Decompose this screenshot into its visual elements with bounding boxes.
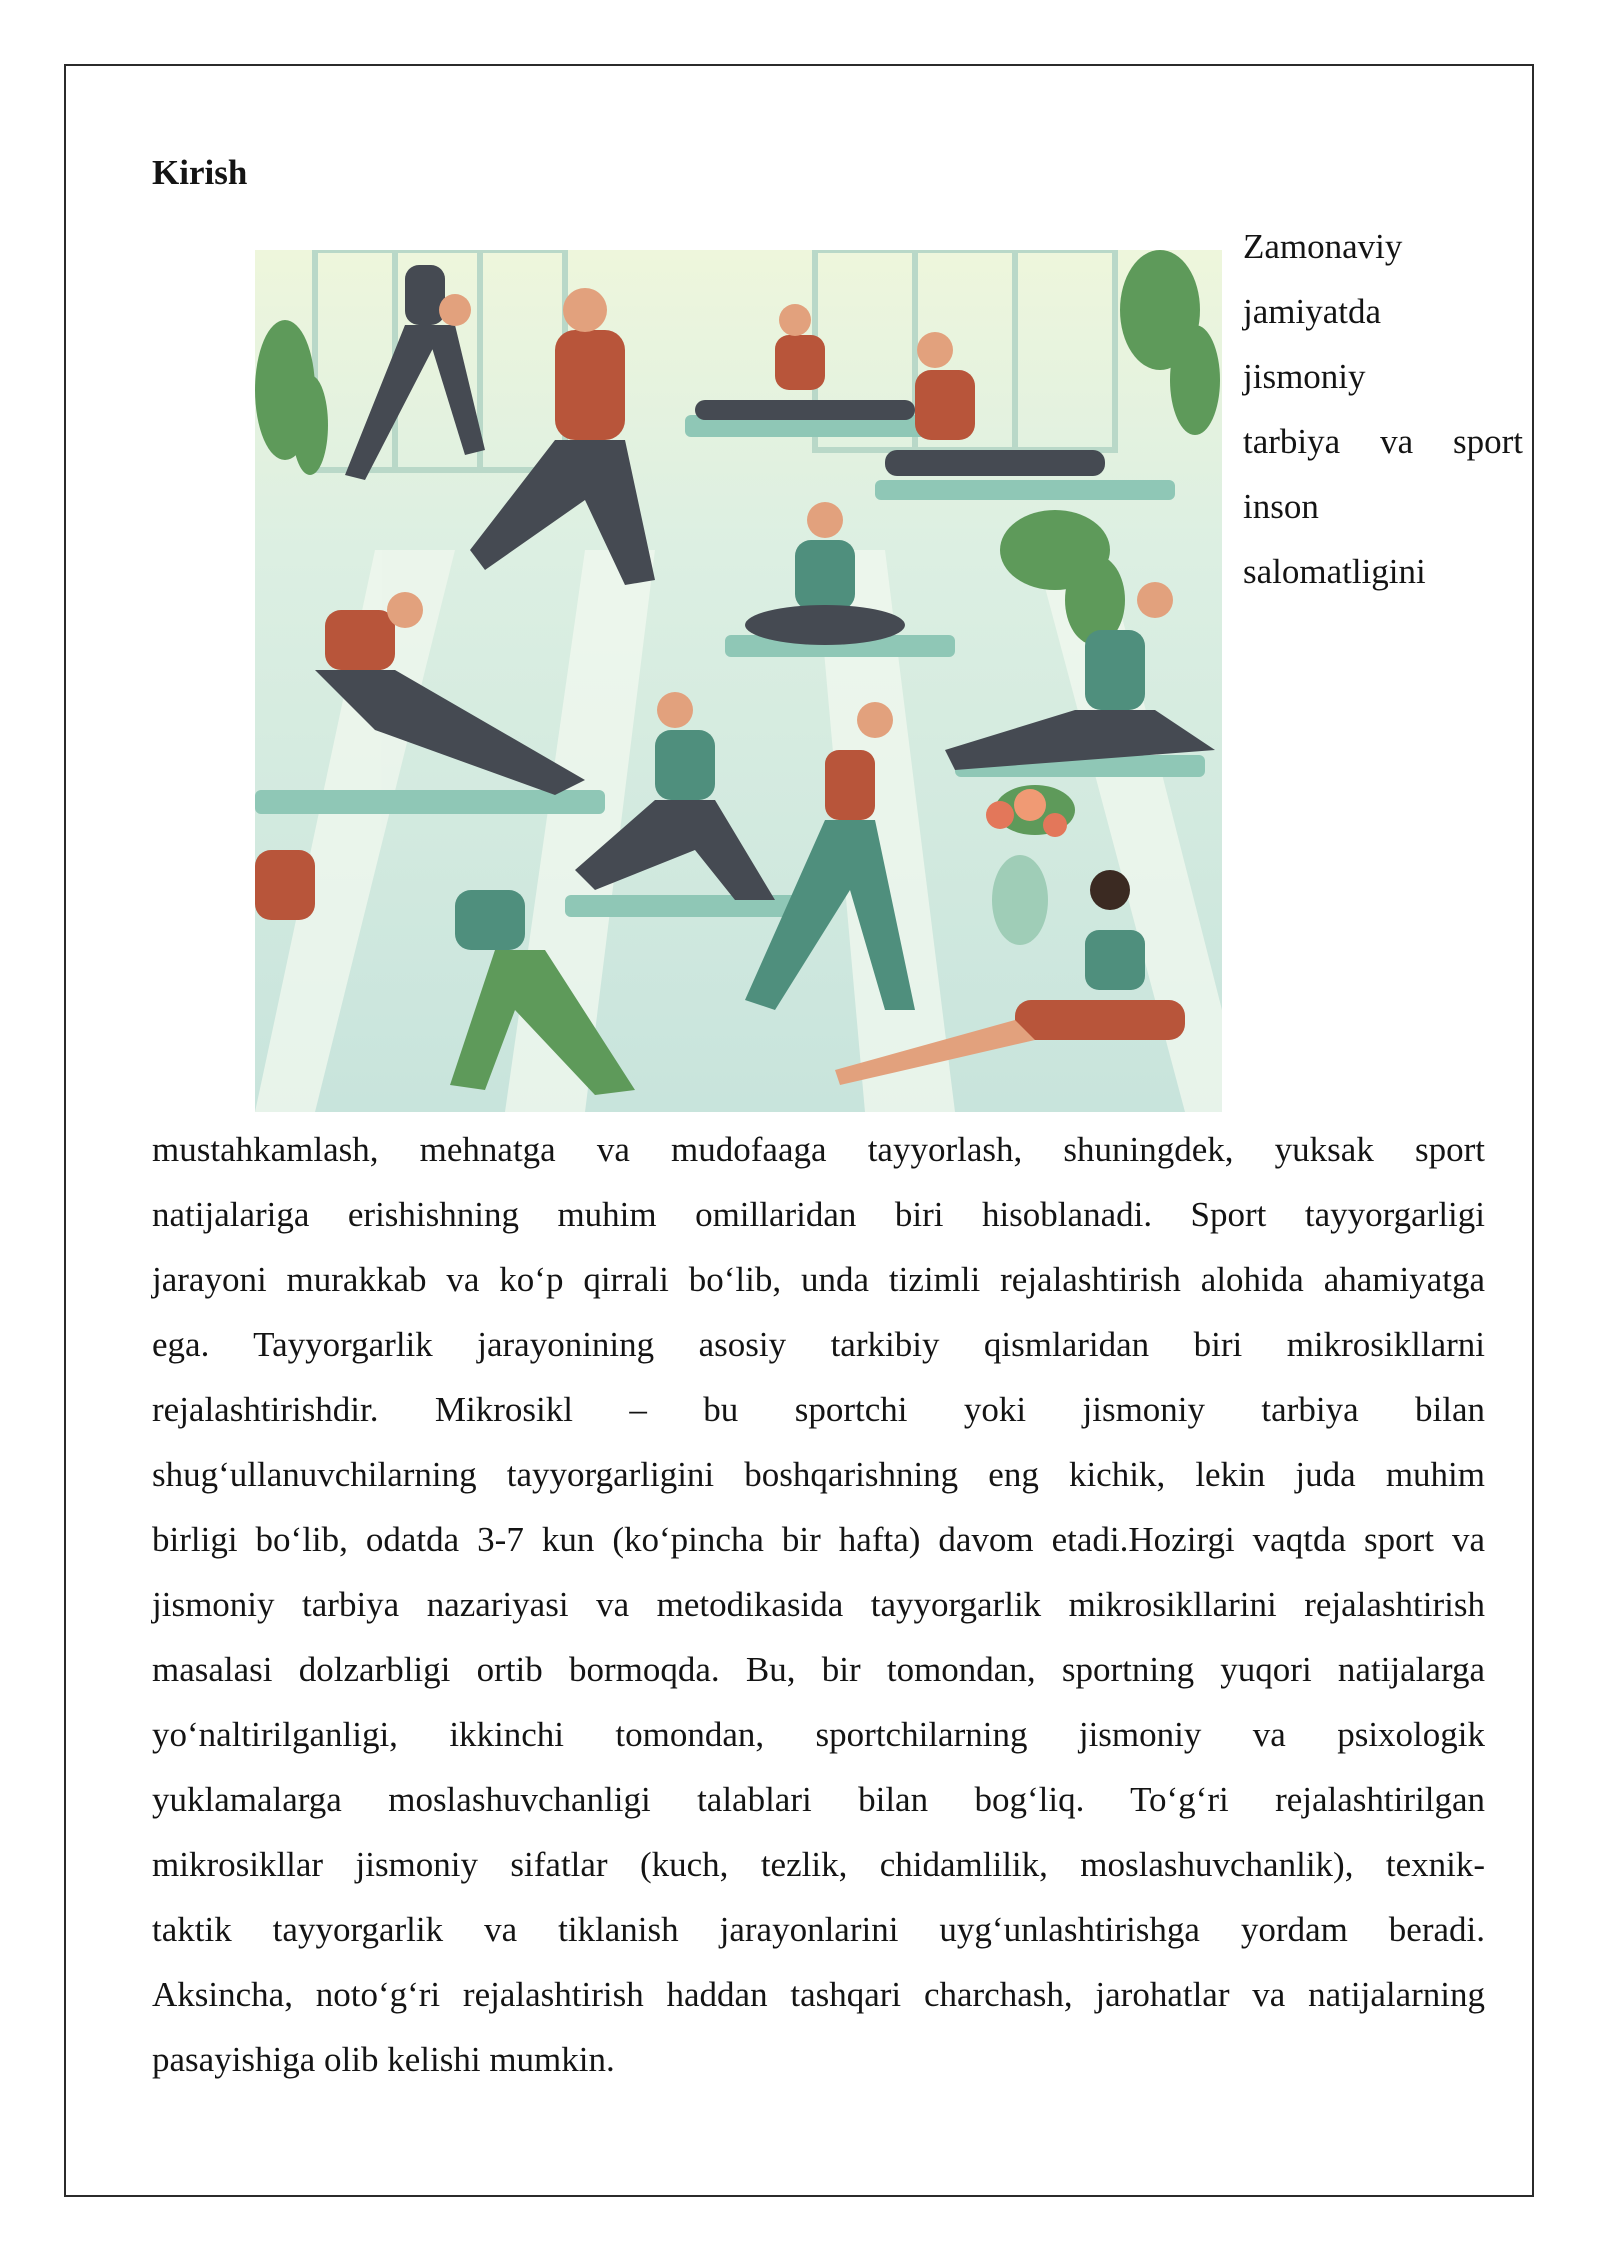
body-line: mustahkamlash, mehnatga va mudofaaga tayyorlash, shuningdek, yuksak sport <box>152 1130 1485 1169</box>
body-line: rejalashtirishdir. Mikrosikl – bu sportchi yoki jismoniy tarbiya bilan <box>152 1390 1485 1429</box>
body-line: pasayishiga olib kelishi mumkin. <box>152 2040 615 2079</box>
body-line: Aksincha, noto‘g‘ri rejalashtirish haddan tashqari charchash, jarohatlar va natijalarning <box>152 1975 1485 2014</box>
body-line: yo‘naltirilganligi, ikkinchi tomondan, sportchilarning jismoniy va psixologik <box>152 1715 1485 1754</box>
body-line: yuklamalarga moslashuvchanligi talablari bilan bog‘liq. To‘g‘ri rejalashtirilgan <box>152 1780 1485 1819</box>
side-text-line: salomatligini <box>1243 552 1426 591</box>
side-text-line: tarbiya va sport <box>1243 422 1523 461</box>
body-line: jismoniy tarbiya nazariyasi va metodikasida tayyorgarlik mikrosikllarini rejalashtirish <box>152 1585 1485 1624</box>
body-line: shug‘ullanuvchilarning tayyorgarligini boshqarishning eng kichik, lekin juda muhim <box>152 1455 1485 1494</box>
side-text-line: jamiyatda <box>1243 292 1382 331</box>
body-line: ega. Tayyorgarlik jarayonining asosiy tarkibiy qismlaridan biri mikrosikllarni <box>152 1325 1485 1364</box>
body-line: mikrosikllar jismoniy sifatlar (kuch, tezlik, chidamlilik, moslashuvchanlik), texnik- <box>152 1845 1485 1884</box>
side-text-line: jismoniy <box>1243 357 1366 396</box>
body-paragraph <box>152 1117 1485 2092</box>
side-text <box>1243 214 1523 604</box>
body-line: masalasi dolzarbligi ortib bormoqda. Bu, bir tomondan, sportning yuqori natijalarga <box>152 1650 1485 1689</box>
yoga-illustration <box>255 250 1222 1112</box>
body-line: taktik tayyorgarlik va tiklanish jarayonlarini uyg‘unlashtirishga yordam beradi. <box>152 1910 1485 1949</box>
body-line: natijalariga erishishning muhim omillaridan biri hisoblanadi. Sport tayyorgarligi <box>152 1195 1485 1234</box>
side-text-line: Zamonaviy <box>1243 227 1403 266</box>
section-heading: Kirish <box>152 153 248 192</box>
side-text-line: inson <box>1243 487 1319 526</box>
body-line: jarayoni murakkab va ko‘p qirrali bo‘lib, unda tizimli rejalashtirish alohida ahamiyatga <box>152 1260 1485 1299</box>
body-line: birligi bo‘lib, odatda 3-7 kun (ko‘pincha bir hafta) davom etadi.Hozirgi vaqtda sport va <box>152 1520 1485 1559</box>
